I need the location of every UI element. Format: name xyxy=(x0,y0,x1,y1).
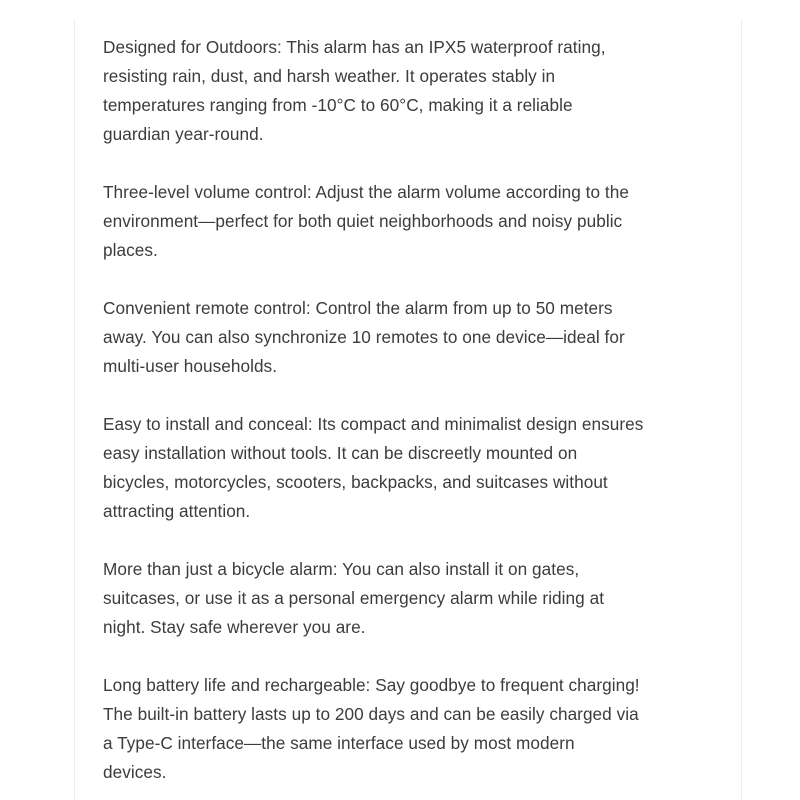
paragraph-line: Long battery life and rechargeable: Say goodbye to frequent charging! xyxy=(103,675,640,695)
paragraph-line: places. xyxy=(103,240,158,260)
paragraph-remote xyxy=(103,294,723,381)
paragraph-line: multi-user households. xyxy=(103,356,278,376)
paragraph-volume xyxy=(103,178,723,265)
paragraph-line: temperatures ranging from -10°C to 60°C, making it a reliable xyxy=(103,95,573,115)
product-description xyxy=(103,33,723,800)
paragraph-line: resisting rain, dust, and harsh weather. It operates stably in xyxy=(103,66,556,86)
paragraph-line: Easy to install and conceal: Its compact and minimalist design ensures xyxy=(103,414,644,434)
paragraph-battery xyxy=(103,671,723,787)
paragraph-line: Designed for Outdoors: This alarm has an IPX5 waterproof rating, xyxy=(103,37,606,57)
paragraph-line: bicycles, motorcycles, scooters, backpacks, and suitcases without xyxy=(103,472,608,492)
paragraph-outdoors xyxy=(103,33,723,149)
paragraph-line: The built-in battery lasts up to 200 days and can be easily charged via xyxy=(103,704,639,724)
paragraph-line: a Type-C interface—the same interface used by most modern xyxy=(103,733,575,753)
paragraph-line: Three-level volume control: Adjust the alarm volume according to the xyxy=(103,182,629,202)
paragraph-line: suitcases, or use it as a personal emergency alarm while riding at xyxy=(103,588,605,608)
paragraph-line: Convenient remote control: Control the alarm from up to 50 meters xyxy=(103,298,613,318)
paragraph-line: devices. xyxy=(103,762,167,782)
paragraph-line: night. Stay safe wherever you are. xyxy=(103,617,366,637)
paragraph-more-than-bicycle xyxy=(103,555,723,642)
paragraph-install xyxy=(103,410,723,526)
paragraph-line: away. You can also synchronize 10 remotes to one device—ideal for xyxy=(103,327,625,347)
paragraph-line: More than just a bicycle alarm: You can also install it on gates, xyxy=(103,559,580,579)
paragraph-line: attracting attention. xyxy=(103,501,251,521)
paragraph-line: easy installation without tools. It can be discreetly mounted on xyxy=(103,443,578,463)
paragraph-line: environment—perfect for both quiet neighborhoods and noisy public xyxy=(103,211,623,231)
paragraph-line: guardian year-round. xyxy=(103,124,264,144)
